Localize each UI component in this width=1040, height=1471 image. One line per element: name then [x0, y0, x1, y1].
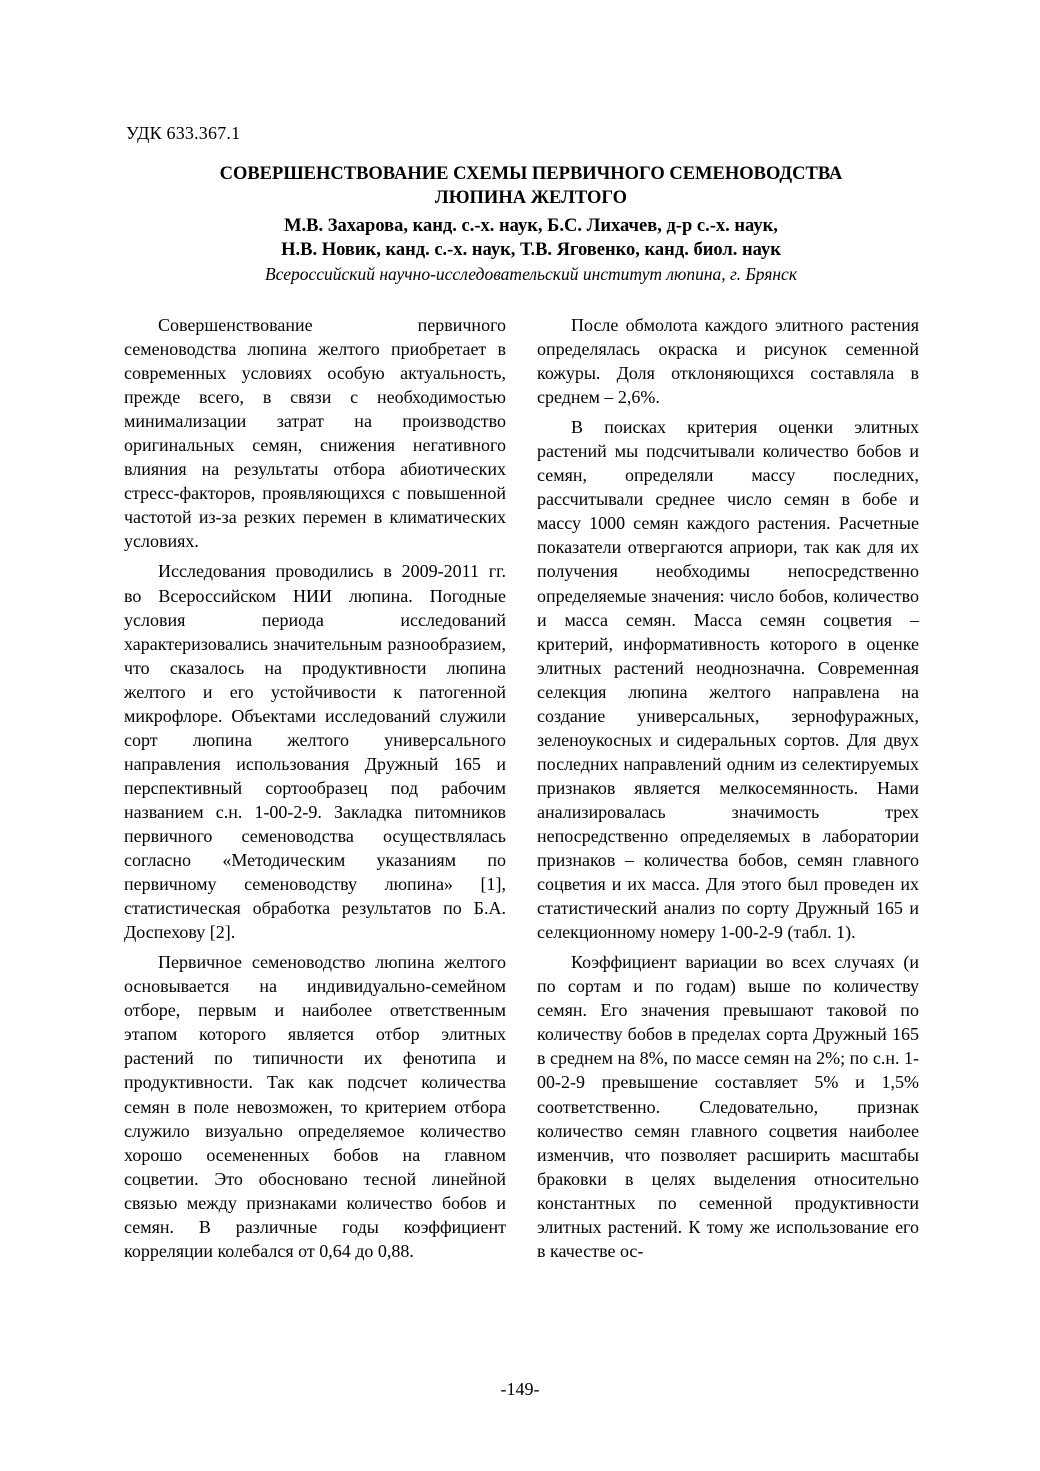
paragraph: Коэффициент вариации во всех случаях (и по сортам и по годам) выше по количеству семян. Его значения превышают таковой по количеству бобов в пределах сорта Дружный 165 в среднем на 8%, по массе семян на 2%; по с.н. 1-00-2-9 превышение составляет 5% и 1,5% соответственно. Следовательно, признак количество семян главного соцветия наиболее изменчив, что позволяет расширить масштабы браковки в целях выделения относительно константных по семенной продуктивности элитных растений. К тому же использование его в качестве ос-: [537, 952, 919, 1261]
affiliation: Всероссийский научно-исследовательский институт люпина, г. Брянск: [264, 264, 797, 284]
title-line-2: ЛЮПИНА ЖЕЛТОГО: [434, 188, 628, 208]
udc-code: УДК 633.367.1: [126, 123, 241, 143]
paragraph: Совершенствование первичного семеноводства люпина желтого приобретает в современных условиях особую актуальность, прежде всего, в связи с необходимостью минимализации затрат на производство оригинальных семян, снижения негативного влияния на результаты отбора абиотических стресс-факторов, проявляющихся с повышенной частотой из-за резких перемен в климатических условиях.: [124, 315, 506, 552]
authors-line-2: Н.В. Новик, канд. с.-х. наук, Т.В. Яговенко, канд. биол. наук: [281, 240, 781, 260]
paragraph: Первичное семеноводство люпина желтого основывается на индивидуально-семейном отборе, первым и наиболее ответственным этапом которого является отбор элитных растений по типичности их фенотипа и продуктивности. Так как подсчет количества семян в поле невозможен, то критерием отбора служило визуально определяемое количество хорошо осемененных бобов на главном соцветии. Это обосновано тесной линейной связью между признаками количество бобов и семян. В различные годы коэффициент корреляции колебался от 0,64 до 0,88.: [124, 952, 506, 1261]
article-title: [126, 162, 936, 210]
paragraph: После обмолота каждого элитного растения определялась окраска и рисунок семенной кожуры. Доля отклоняющихся составляла в среднем – 2,6%.: [537, 315, 919, 408]
left-column: [124, 313, 506, 1269]
paragraph: Исследования проводились в 2009-2011 гг. во Всероссийском НИИ люпина. Погодные условия периода исследований характеризовались значительным разнообразием, что сказалось на продуктивности люпина желтого и его устойчивости к патогенной микрофлоре. Объектами исследований служили сорт люпина желтого универсального направления использования Дружный 165 и перспективный сортообразец под рабочим названием с.н. 1-00-2-9. Закладка питомников первичного семеноводства осуществлялась согласно «Методическим указаниям по первичному семеноводству люпина» [1], статистическая обработка результатов по Б.А. Доспехову [2].: [124, 561, 506, 943]
authors-line-1: М.В. Захарова, канд. с.-х. наук, Б.С. Лихачев, д-р с.-х. наук,: [284, 216, 778, 236]
title-line-1: СОВЕРШЕНСТВОВАНИЕ СХЕМЫ ПЕРВИЧНОГО СЕМЕНОВОДСТВА: [219, 164, 843, 184]
right-column: [537, 313, 919, 1269]
paragraph: В поисках критерия оценки элитных растений мы подсчитывали количество бобов и семян, определяли массу последних, рассчитывали среднее число семян в бобе и массу 1000 семян каждого растения. Расчетные показатели отвергаются априори, так как для их получения необходимы непосредственно определяемые значения: число бобов, количество и масса семян. Масса семян соцветия – критерий, информативность которого в оценке элитных растений неоднозначна. Современная селекция люпина желтого направлена на создание универсальных, зернофуражных, зеленоукосных и сидеральных сортов. Для двух последних направлений одним из селектируемых признаков является мелкосемянность. Нами анализировалась значимость трех непосредственно определяемых в лаборатории признаков – количества бобов, семян главного соцветия и их масса. Для этого был проведен их статистический анализ по сорту Дружный 165 и селекционному номеру 1-00-2-9 (табл. 1).: [537, 417, 919, 943]
page-number: -149-: [500, 1379, 540, 1399]
article-header: [126, 162, 936, 286]
authors: [126, 214, 936, 262]
